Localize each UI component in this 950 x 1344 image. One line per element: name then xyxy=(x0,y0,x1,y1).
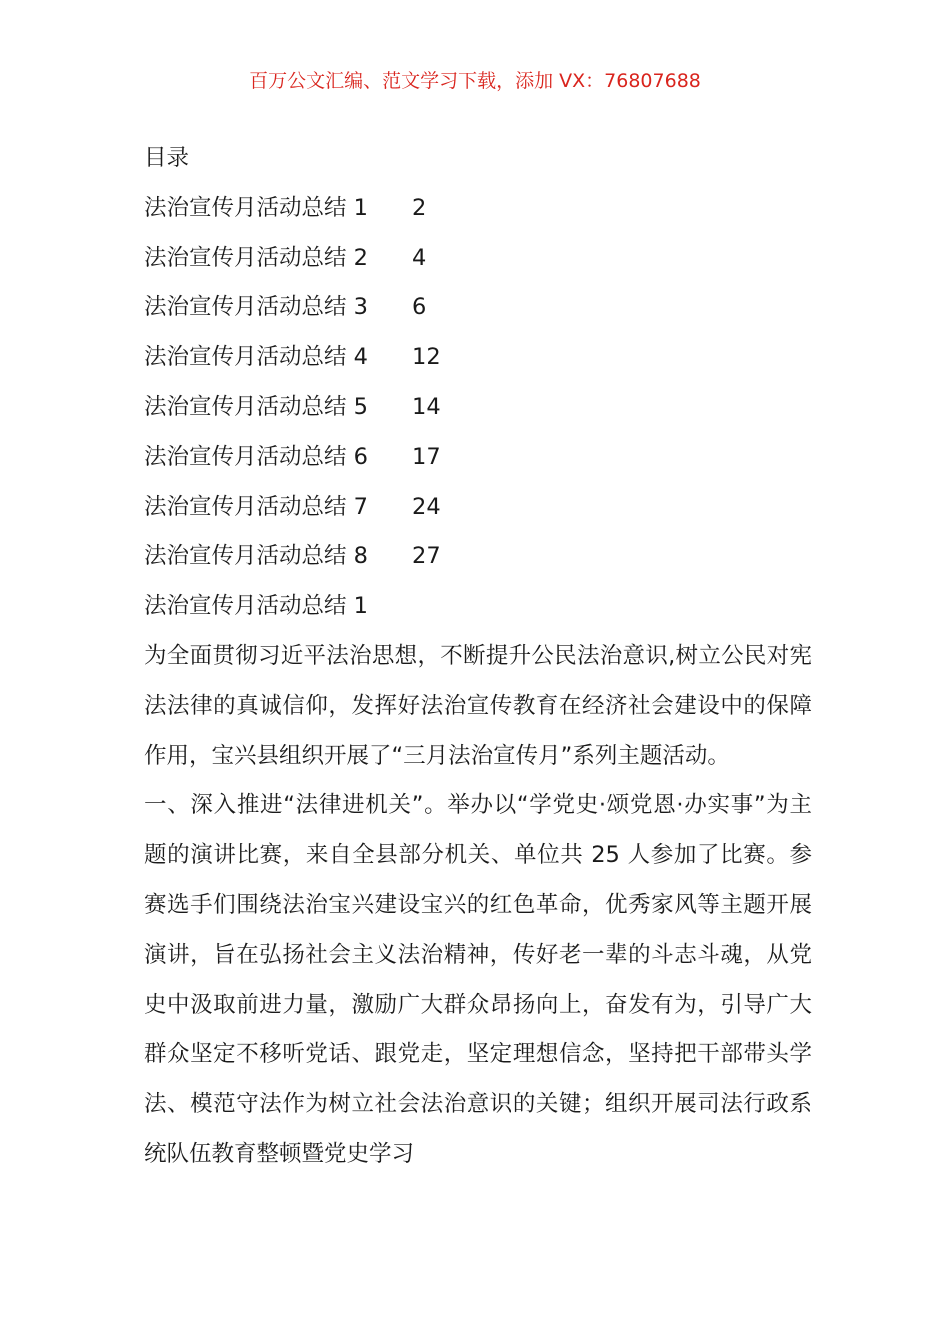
toc-item-label: 法治宣传月活动总结 5 xyxy=(144,393,368,420)
toc-item xyxy=(144,383,812,433)
toc-item-label: 法治宣传月活动总结 4 xyxy=(144,344,368,371)
article-paragraph-section-1: 一、深入推进“法律进机关”。举办以“学党史·颂党恩·办实事”为主题的演讲比赛，来自全县部分机关、单位共 25 人参加了比赛。参赛选手们围绕法治宝兴建设宝兴的红色革命，优秀家风等主题开展演讲，旨在弘扬社会主义法治精神，传好老一辈的斗志斗魂，从党史中汲取前进力量，激励广大群众昂扬向上，奋发有为，引导广大群众坚定不移听党话、跟党走，坚定理想信念，坚持把干部带头学法、模范守法作为树立社会法治意识的关键；组织开展司法行政系统队伍教育整顿暨党史学习 xyxy=(144,792,812,1167)
toc-item xyxy=(144,184,812,234)
toc-item xyxy=(144,283,812,333)
toc-item-label: 法治宣传月活动总结 6 xyxy=(144,443,368,470)
page-header-notice: 百万公文汇编、范文学习下载，添加 VX：76807688 xyxy=(249,70,701,92)
toc-title: 目录 xyxy=(144,145,190,171)
article-title: 法治宣传月活动总结 1 xyxy=(144,593,368,620)
toc-item-label: 法治宣传月活动总结 3 xyxy=(144,294,368,321)
toc-item-page: 27 xyxy=(412,543,441,570)
toc-item-page: 6 xyxy=(412,294,427,321)
toc-item-page: 12 xyxy=(412,344,441,371)
toc-item-label: 法治宣传月活动总结 2 xyxy=(144,244,368,271)
article-paragraph-intro: 为全面贯彻习近平法治思想，不断提升公民法治意识,树立公民对宪法法律的真诚信仰，发挥好法治宣传教育在经济社会建设中的保障作用，宝兴县组织开展了“三月法治宣传月”系列主题活动。 xyxy=(144,642,812,769)
toc-item xyxy=(144,483,812,533)
toc-item-page: 17 xyxy=(412,443,441,470)
toc-item-page: 4 xyxy=(412,244,427,271)
toc-item-page: 14 xyxy=(412,393,441,420)
toc-item xyxy=(144,433,812,483)
toc-item xyxy=(144,532,812,582)
document-body xyxy=(144,134,812,1180)
toc-item xyxy=(144,234,812,284)
toc-item-page: 24 xyxy=(412,493,441,520)
toc-item-label: 法治宣传月活动总结 1 xyxy=(144,194,368,221)
toc-item-label: 法治宣传月活动总结 8 xyxy=(144,543,368,570)
toc-item-label: 法治宣传月活动总结 7 xyxy=(144,493,368,520)
toc-list xyxy=(144,184,812,582)
toc-item xyxy=(144,333,812,383)
toc-item-page: 2 xyxy=(412,194,427,221)
